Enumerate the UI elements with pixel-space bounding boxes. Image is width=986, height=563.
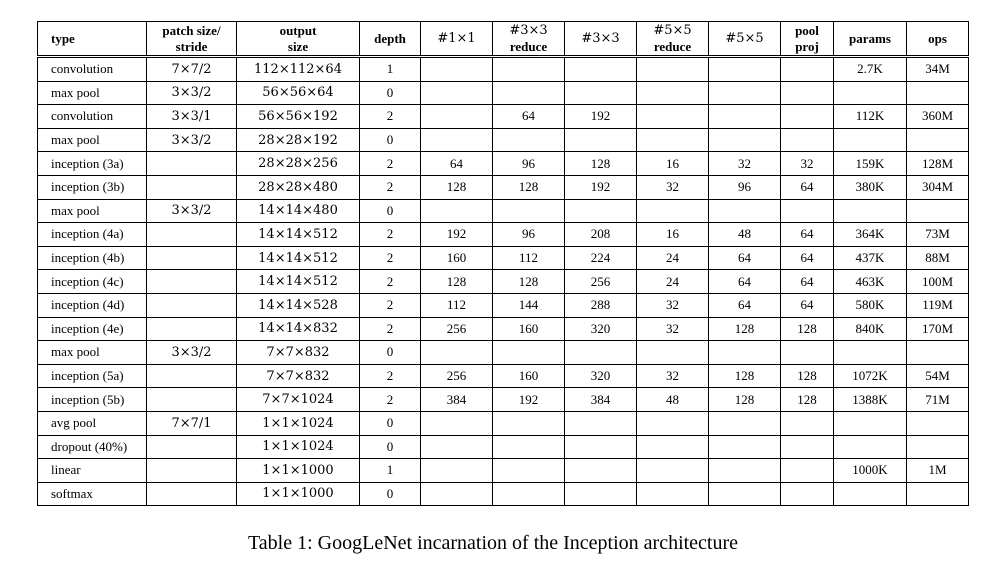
cell-output-size: 14×14×832 xyxy=(237,317,360,341)
cell-output-size: 56×56×64 xyxy=(237,81,360,105)
cell-pool-proj xyxy=(781,58,834,82)
table-row xyxy=(38,105,969,129)
cell-num-3x3: 320 xyxy=(565,364,637,388)
cell-num-3x3-reduce: 128 xyxy=(493,175,565,199)
cell-output-size: 28×28×256 xyxy=(237,152,360,176)
cell-num-1x1 xyxy=(421,128,493,152)
cell-num-3x3-reduce: 128 xyxy=(493,270,565,294)
cell-ops xyxy=(907,199,969,223)
cell-num-3x3-reduce xyxy=(493,411,565,435)
cell-num-5x5-reduce xyxy=(637,341,709,365)
table-row xyxy=(38,411,969,435)
cell-num-5x5: 128 xyxy=(709,317,781,341)
cell-pool-proj xyxy=(781,341,834,365)
cell-ops: 73M xyxy=(907,223,969,247)
table-row xyxy=(38,459,969,483)
cell-num-5x5-reduce: 32 xyxy=(637,364,709,388)
cell-num-3x3-reduce: 192 xyxy=(493,388,565,412)
cell-num-5x5: 128 xyxy=(709,364,781,388)
cell-type: dropout (40%) xyxy=(38,435,147,459)
cell-num-5x5 xyxy=(709,199,781,223)
header-num-5x5-reduce xyxy=(637,22,709,56)
cell-num-3x3-reduce xyxy=(493,341,565,365)
cell-pool-proj: 64 xyxy=(781,270,834,294)
cell-pool-proj: 64 xyxy=(781,223,834,247)
header-line: #5×5 xyxy=(725,31,764,46)
cell-num-3x3-reduce: 160 xyxy=(493,317,565,341)
cell-num-1x1: 128 xyxy=(421,175,493,199)
table-row xyxy=(38,388,969,412)
cell-num-5x5 xyxy=(709,128,781,152)
header-line: ops xyxy=(928,30,947,46)
cell-num-3x3: 192 xyxy=(565,105,637,129)
cell-depth: 2 xyxy=(360,317,421,341)
cell-depth: 0 xyxy=(360,199,421,223)
cell-num-3x3-reduce: 96 xyxy=(493,223,565,247)
cell-num-3x3: 256 xyxy=(565,270,637,294)
cell-num-1x1: 256 xyxy=(421,317,493,341)
header-num-3x3-reduce xyxy=(493,22,565,56)
cell-patch-size-stride: 3×3/1 xyxy=(147,105,237,129)
cell-output-size: 7×7×832 xyxy=(237,364,360,388)
cell-ops: 360M xyxy=(907,105,969,129)
cell-num-1x1 xyxy=(421,341,493,365)
table-caption: Table 1: GoogLeNet incarnation of the Inception architecture xyxy=(247,532,739,554)
header-patch-size-stride xyxy=(147,22,237,56)
cell-num-1x1 xyxy=(421,105,493,129)
cell-depth: 2 xyxy=(360,293,421,317)
cell-params: 380K xyxy=(834,175,907,199)
cell-num-3x3: 128 xyxy=(565,152,637,176)
header-line: proj xyxy=(795,38,819,54)
cell-ops: 100M xyxy=(907,270,969,294)
table-row xyxy=(38,317,969,341)
cell-num-1x1 xyxy=(421,411,493,435)
cell-pool-proj xyxy=(781,411,834,435)
cell-num-5x5: 32 xyxy=(709,152,781,176)
cell-num-1x1 xyxy=(421,199,493,223)
cell-depth: 1 xyxy=(360,58,421,82)
cell-type: convolution xyxy=(38,58,147,82)
cell-num-5x5: 64 xyxy=(709,246,781,270)
cell-ops: 1M xyxy=(907,459,969,483)
cell-num-3x3: 192 xyxy=(565,175,637,199)
cell-num-1x1 xyxy=(421,459,493,483)
cell-params: 1072K xyxy=(834,364,907,388)
cell-depth: 0 xyxy=(360,482,421,506)
cell-patch-size-stride xyxy=(147,175,237,199)
cell-num-5x5: 128 xyxy=(709,388,781,412)
header-line: patch size/ xyxy=(162,22,221,38)
cell-num-5x5-reduce xyxy=(637,81,709,105)
header-ops xyxy=(907,22,969,56)
header-num-3x3 xyxy=(565,22,637,56)
header-line: depth xyxy=(374,30,406,46)
cell-num-3x3-reduce xyxy=(493,435,565,459)
cell-type: softmax xyxy=(38,482,147,506)
cell-type: inception (4e) xyxy=(38,317,147,341)
table-row xyxy=(38,199,969,223)
cell-params: 364K xyxy=(834,223,907,247)
cell-pool-proj xyxy=(781,199,834,223)
cell-params: 580K xyxy=(834,293,907,317)
cell-params: 1000K xyxy=(834,459,907,483)
table-row xyxy=(38,341,969,365)
cell-pool-proj xyxy=(781,128,834,152)
cell-patch-size-stride xyxy=(147,459,237,483)
table-row xyxy=(38,482,969,506)
cell-pool-proj: 128 xyxy=(781,317,834,341)
cell-num-3x3-reduce: 160 xyxy=(493,364,565,388)
cell-num-3x3 xyxy=(565,411,637,435)
cell-num-5x5 xyxy=(709,482,781,506)
cell-params xyxy=(834,411,907,435)
cell-params xyxy=(834,482,907,506)
cell-num-3x3-reduce xyxy=(493,199,565,223)
cell-patch-size-stride: 7×7/2 xyxy=(147,58,237,82)
cell-params: 2.7K xyxy=(834,58,907,82)
cell-num-5x5-reduce: 32 xyxy=(637,317,709,341)
cell-type: linear xyxy=(38,459,147,483)
cell-type: inception (4a) xyxy=(38,223,147,247)
cell-depth: 2 xyxy=(360,270,421,294)
cell-num-5x5 xyxy=(709,81,781,105)
cell-output-size: 1×1×1000 xyxy=(237,459,360,483)
cell-output-size: 28×28×480 xyxy=(237,175,360,199)
cell-type: max pool xyxy=(38,199,147,223)
cell-depth: 2 xyxy=(360,152,421,176)
cell-ops: 304M xyxy=(907,175,969,199)
cell-ops: 34M xyxy=(907,58,969,82)
cell-num-1x1 xyxy=(421,435,493,459)
cell-params: 159K xyxy=(834,152,907,176)
table-row xyxy=(38,175,969,199)
cell-num-1x1: 64 xyxy=(421,152,493,176)
cell-ops: 170M xyxy=(907,317,969,341)
cell-num-1x1: 384 xyxy=(421,388,493,412)
cell-num-3x3: 320 xyxy=(565,317,637,341)
cell-patch-size-stride xyxy=(147,270,237,294)
cell-output-size: 14×14×512 xyxy=(237,223,360,247)
cell-params xyxy=(834,435,907,459)
cell-num-5x5-reduce xyxy=(637,435,709,459)
table-row xyxy=(38,128,969,152)
cell-depth: 2 xyxy=(360,388,421,412)
cell-num-3x3-reduce xyxy=(493,128,565,152)
cell-type: convolution xyxy=(38,105,147,129)
cell-num-1x1 xyxy=(421,81,493,105)
cell-ops xyxy=(907,341,969,365)
cell-patch-size-stride: 3×3/2 xyxy=(147,341,237,365)
cell-num-3x3-reduce: 144 xyxy=(493,293,565,317)
header-line: #1×1 xyxy=(437,31,476,46)
header-line: size xyxy=(287,38,309,54)
header-line: #5×5 xyxy=(653,23,692,38)
cell-type: inception (4c) xyxy=(38,270,147,294)
cell-pool-proj xyxy=(781,435,834,459)
cell-pool-proj: 32 xyxy=(781,152,834,176)
header-line: stride xyxy=(175,38,208,54)
cell-pool-proj: 64 xyxy=(781,175,834,199)
cell-params xyxy=(834,199,907,223)
cell-pool-proj: 64 xyxy=(781,293,834,317)
header-line: reduce xyxy=(653,39,692,54)
header-type xyxy=(38,22,147,56)
cell-ops: 119M xyxy=(907,293,969,317)
cell-num-3x3: 224 xyxy=(565,246,637,270)
cell-num-3x3 xyxy=(565,482,637,506)
cell-params xyxy=(834,81,907,105)
cell-num-5x5 xyxy=(709,341,781,365)
cell-ops: 54M xyxy=(907,364,969,388)
cell-num-3x3-reduce xyxy=(493,482,565,506)
cell-depth: 0 xyxy=(360,81,421,105)
cell-num-5x5-reduce: 32 xyxy=(637,175,709,199)
cell-depth: 2 xyxy=(360,175,421,199)
header-params xyxy=(834,22,907,56)
cell-num-1x1 xyxy=(421,482,493,506)
header-line: output xyxy=(279,22,317,38)
table-row xyxy=(38,58,969,82)
cell-ops xyxy=(907,482,969,506)
cell-num-5x5-reduce: 16 xyxy=(637,152,709,176)
cell-patch-size-stride: 3×3/2 xyxy=(147,128,237,152)
table-row xyxy=(38,293,969,317)
cell-num-5x5-reduce xyxy=(637,105,709,129)
cell-num-5x5-reduce xyxy=(637,482,709,506)
cell-depth: 0 xyxy=(360,435,421,459)
cell-output-size: 14×14×512 xyxy=(237,270,360,294)
cell-num-1x1: 128 xyxy=(421,270,493,294)
cell-depth: 0 xyxy=(360,128,421,152)
cell-num-3x3-reduce: 64 xyxy=(493,105,565,129)
cell-patch-size-stride xyxy=(147,482,237,506)
cell-num-5x5-reduce: 24 xyxy=(637,270,709,294)
cell-type: inception (4d) xyxy=(38,293,147,317)
architecture-table xyxy=(37,21,969,506)
cell-params: 840K xyxy=(834,317,907,341)
cell-num-3x3 xyxy=(565,81,637,105)
cell-pool-proj xyxy=(781,81,834,105)
header-line: type xyxy=(51,30,75,46)
cell-num-3x3: 288 xyxy=(565,293,637,317)
cell-patch-size-stride xyxy=(147,364,237,388)
cell-pool-proj xyxy=(781,482,834,506)
cell-type: avg pool xyxy=(38,411,147,435)
cell-depth: 2 xyxy=(360,223,421,247)
cell-output-size: 7×7×832 xyxy=(237,341,360,365)
cell-num-3x3-reduce: 96 xyxy=(493,152,565,176)
cell-depth: 2 xyxy=(360,105,421,129)
cell-num-1x1: 112 xyxy=(421,293,493,317)
cell-num-5x5: 64 xyxy=(709,270,781,294)
cell-ops: 71M xyxy=(907,388,969,412)
cell-patch-size-stride: 3×3/2 xyxy=(147,199,237,223)
cell-num-3x3 xyxy=(565,199,637,223)
cell-type: inception (3a) xyxy=(38,152,147,176)
cell-output-size: 112×112×64 xyxy=(237,58,360,82)
table-row xyxy=(38,152,969,176)
header-line: reduce xyxy=(509,39,548,54)
cell-pool-proj: 64 xyxy=(781,246,834,270)
cell-num-3x3 xyxy=(565,341,637,365)
header-line: params xyxy=(849,30,891,46)
cell-output-size: 7×7×1024 xyxy=(237,388,360,412)
cell-num-3x3: 384 xyxy=(565,388,637,412)
header-depth xyxy=(360,22,421,56)
cell-patch-size-stride xyxy=(147,246,237,270)
cell-num-3x3: 208 xyxy=(565,223,637,247)
cell-output-size: 14×14×480 xyxy=(237,199,360,223)
header-output-size xyxy=(237,22,360,56)
cell-ops xyxy=(907,411,969,435)
cell-output-size: 14×14×528 xyxy=(237,293,360,317)
cell-params: 437K xyxy=(834,246,907,270)
cell-params: 1388K xyxy=(834,388,907,412)
cell-num-1x1 xyxy=(421,58,493,82)
cell-num-5x5 xyxy=(709,58,781,82)
cell-num-3x3 xyxy=(565,128,637,152)
cell-patch-size-stride: 7×7/1 xyxy=(147,411,237,435)
cell-type: inception (5b) xyxy=(38,388,147,412)
cell-depth: 0 xyxy=(360,411,421,435)
cell-output-size: 1×1×1024 xyxy=(237,411,360,435)
cell-ops xyxy=(907,435,969,459)
cell-type: max pool xyxy=(38,341,147,365)
cell-patch-size-stride xyxy=(147,223,237,247)
cell-type: max pool xyxy=(38,81,147,105)
cell-params xyxy=(834,128,907,152)
cell-depth: 2 xyxy=(360,246,421,270)
cell-num-5x5 xyxy=(709,411,781,435)
cell-num-5x5-reduce: 48 xyxy=(637,388,709,412)
table-row xyxy=(38,435,969,459)
table-row xyxy=(38,270,969,294)
cell-output-size: 14×14×512 xyxy=(237,246,360,270)
table-body xyxy=(38,56,969,506)
cell-num-5x5-reduce xyxy=(637,199,709,223)
cell-params: 112K xyxy=(834,105,907,129)
header-num-5x5 xyxy=(709,22,781,56)
table-row xyxy=(38,246,969,270)
header-line: #3×3 xyxy=(509,23,548,38)
cell-ops xyxy=(907,128,969,152)
cell-type: max pool xyxy=(38,128,147,152)
cell-num-5x5: 64 xyxy=(709,293,781,317)
cell-depth: 0 xyxy=(360,341,421,365)
table-row xyxy=(38,81,969,105)
cell-num-3x3-reduce xyxy=(493,58,565,82)
cell-num-5x5-reduce: 24 xyxy=(637,246,709,270)
cell-pool-proj xyxy=(781,105,834,129)
cell-num-5x5 xyxy=(709,459,781,483)
cell-num-3x3-reduce xyxy=(493,459,565,483)
cell-num-5x5: 48 xyxy=(709,223,781,247)
cell-num-5x5 xyxy=(709,435,781,459)
cell-patch-size-stride xyxy=(147,435,237,459)
cell-num-5x5: 96 xyxy=(709,175,781,199)
cell-pool-proj: 128 xyxy=(781,364,834,388)
cell-patch-size-stride xyxy=(147,152,237,176)
cell-num-5x5 xyxy=(709,105,781,129)
cell-depth: 1 xyxy=(360,459,421,483)
cell-num-3x3 xyxy=(565,459,637,483)
cell-type: inception (4b) xyxy=(38,246,147,270)
cell-num-3x3 xyxy=(565,58,637,82)
cell-type: inception (5a) xyxy=(38,364,147,388)
cell-num-1x1: 256 xyxy=(421,364,493,388)
cell-type: inception (3b) xyxy=(38,175,147,199)
cell-num-5x5-reduce xyxy=(637,411,709,435)
cell-patch-size-stride xyxy=(147,317,237,341)
cell-pool-proj: 128 xyxy=(781,388,834,412)
cell-num-5x5-reduce xyxy=(637,128,709,152)
cell-patch-size-stride xyxy=(147,293,237,317)
cell-num-3x3-reduce: 112 xyxy=(493,246,565,270)
cell-num-5x5-reduce xyxy=(637,459,709,483)
cell-params xyxy=(834,341,907,365)
table-header-row xyxy=(38,22,969,56)
cell-output-size: 1×1×1024 xyxy=(237,435,360,459)
cell-ops xyxy=(907,81,969,105)
table-row xyxy=(38,223,969,247)
cell-num-3x3 xyxy=(565,435,637,459)
cell-num-1x1: 192 xyxy=(421,223,493,247)
cell-num-5x5-reduce xyxy=(637,58,709,82)
cell-depth: 2 xyxy=(360,364,421,388)
cell-num-3x3-reduce xyxy=(493,81,565,105)
cell-num-5x5-reduce: 32 xyxy=(637,293,709,317)
cell-ops: 88M xyxy=(907,246,969,270)
cell-output-size: 56×56×192 xyxy=(237,105,360,129)
cell-ops: 128M xyxy=(907,152,969,176)
cell-output-size: 1×1×1000 xyxy=(237,482,360,506)
cell-params: 463K xyxy=(834,270,907,294)
header-pool-proj xyxy=(781,22,834,56)
table-row xyxy=(38,364,969,388)
cell-num-1x1: 160 xyxy=(421,246,493,270)
cell-patch-size-stride xyxy=(147,388,237,412)
cell-output-size: 28×28×192 xyxy=(237,128,360,152)
header-line: #3×3 xyxy=(581,31,620,46)
cell-num-5x5-reduce: 16 xyxy=(637,223,709,247)
cell-pool-proj xyxy=(781,459,834,483)
cell-patch-size-stride: 3×3/2 xyxy=(147,81,237,105)
header-line: pool xyxy=(795,22,819,38)
header-num-1x1 xyxy=(421,22,493,56)
